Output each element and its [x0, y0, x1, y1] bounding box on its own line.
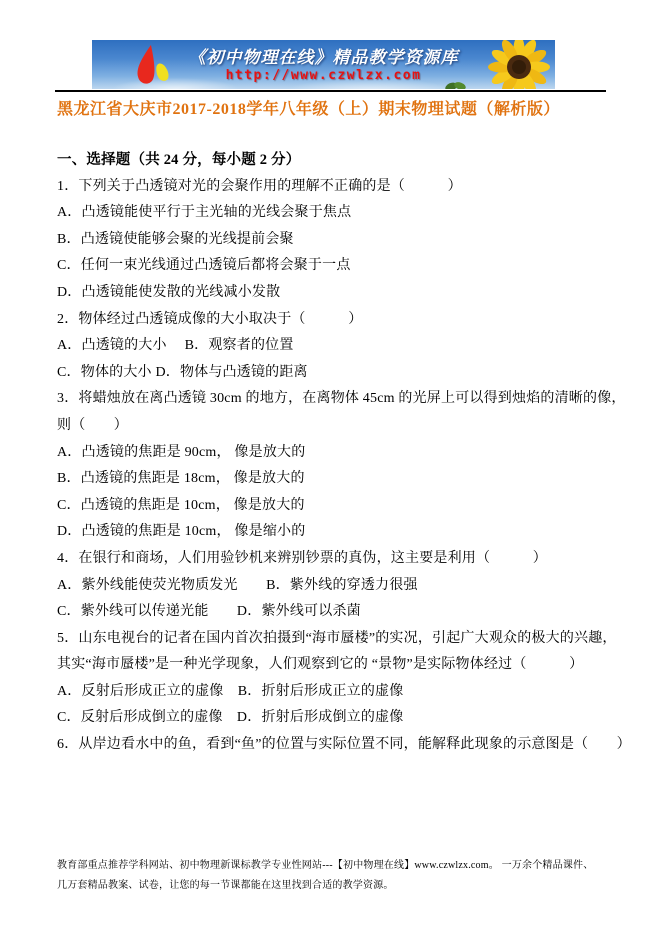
- doc-line: 2．物体经过凸透镜成像的大小取决于（ ）: [57, 311, 363, 327]
- doc-line: D．凸透镜能使发散的光线减小发散: [57, 284, 281, 300]
- document-title: 黑龙江省大庆市2017-2018学年八年级（上）期末物理试题（解析版）: [57, 101, 560, 118]
- doc-line: A．紫外线能使荧光物质发光 B．紫外线的穿透力很强: [57, 577, 418, 593]
- banner-text-block: [92, 40, 555, 89]
- doc-line: 其实“海市蜃楼”是一种光学现象，人们观察到它的 “景物”是实际物体经过（ ）: [57, 657, 584, 673]
- site-name: 《初中物理在线》精品教学资源库: [188, 48, 459, 67]
- section-heading: 一、选择题（共 24 分，每小题 2 分）: [57, 152, 301, 168]
- header-divider: [55, 90, 606, 92]
- site-url-link[interactable]: http://www.czwlzx.com: [225, 68, 422, 83]
- doc-line: C．凸透镜的焦距是 10cm， 像是放大的: [57, 497, 305, 513]
- site-banner: [92, 40, 555, 89]
- doc-line: 3．将蜡烛放在离凸透镜 30cm 的地方，在离物体 45cm 的光屏上可以得到烛焰的清晰的像，: [57, 391, 626, 407]
- page-footer: [57, 856, 605, 896]
- doc-line: C．反射后形成倒立的虚像 D．折射后形成倒立的虚像: [57, 710, 404, 726]
- doc-line: B．凸透镜的焦距是 18cm， 像是放大的: [57, 471, 305, 487]
- doc-line: A．凸透镜的大小 B．观察者的位置: [57, 338, 294, 354]
- doc-line: 5．山东电视台的记者在国内首次拍摄到“海市蜃楼”的实况，引起广大观众的极大的兴趣，: [57, 630, 617, 646]
- doc-line: C．任何一束光线通过凸透镜后都将会聚于一点: [57, 258, 351, 274]
- doc-line: 则（ ）: [57, 417, 128, 433]
- document-body: [57, 147, 631, 759]
- sunflower-icon: [487, 40, 551, 89]
- doc-line: B．凸透镜使能够会聚的光线提前会聚: [57, 231, 294, 247]
- doc-line: C．物体的大小 D．物体与凸透镜的距离: [57, 364, 308, 380]
- doc-line: 6．从岸边看水中的鱼，看到“鱼”的位置与实际位置不同，能解释此现象的示意图是（ ）: [57, 737, 631, 753]
- doc-line: A．凸透镜能使平行于主光轴的光线会聚于焦点: [57, 205, 352, 221]
- doc-line: A．反射后形成正立的虚像 B．折射后形成正立的虚像: [57, 683, 404, 699]
- doc-line: A．凸透镜的焦距是 90cm， 像是放大的: [57, 444, 306, 460]
- doc-line: D．凸透镜的焦距是 10cm， 像是缩小的: [57, 524, 306, 540]
- doc-line: 4．在银行和商场，人们用验钞机来辨别钞票的真伪，这主要是利用（ ）: [57, 550, 547, 566]
- footer-line-2: 几万套精品教案、试卷，让您的每一节课都能在这里找到合适的教学资源。: [57, 880, 394, 891]
- doc-line: C．紫外线可以传递光能 D．紫外线可以杀菌: [57, 604, 361, 620]
- footer-line-1: 教育部重点推荐学科网站、初中物理新课标教学专业性网站---【初中物理在线】www.czwlzx.com。 一万余个精品课件、: [57, 860, 594, 871]
- doc-line: 1．下列关于凸透镜对光的会聚作用的理解不正确的是（ ）: [57, 178, 462, 194]
- plant-sprout-icon: [445, 75, 467, 89]
